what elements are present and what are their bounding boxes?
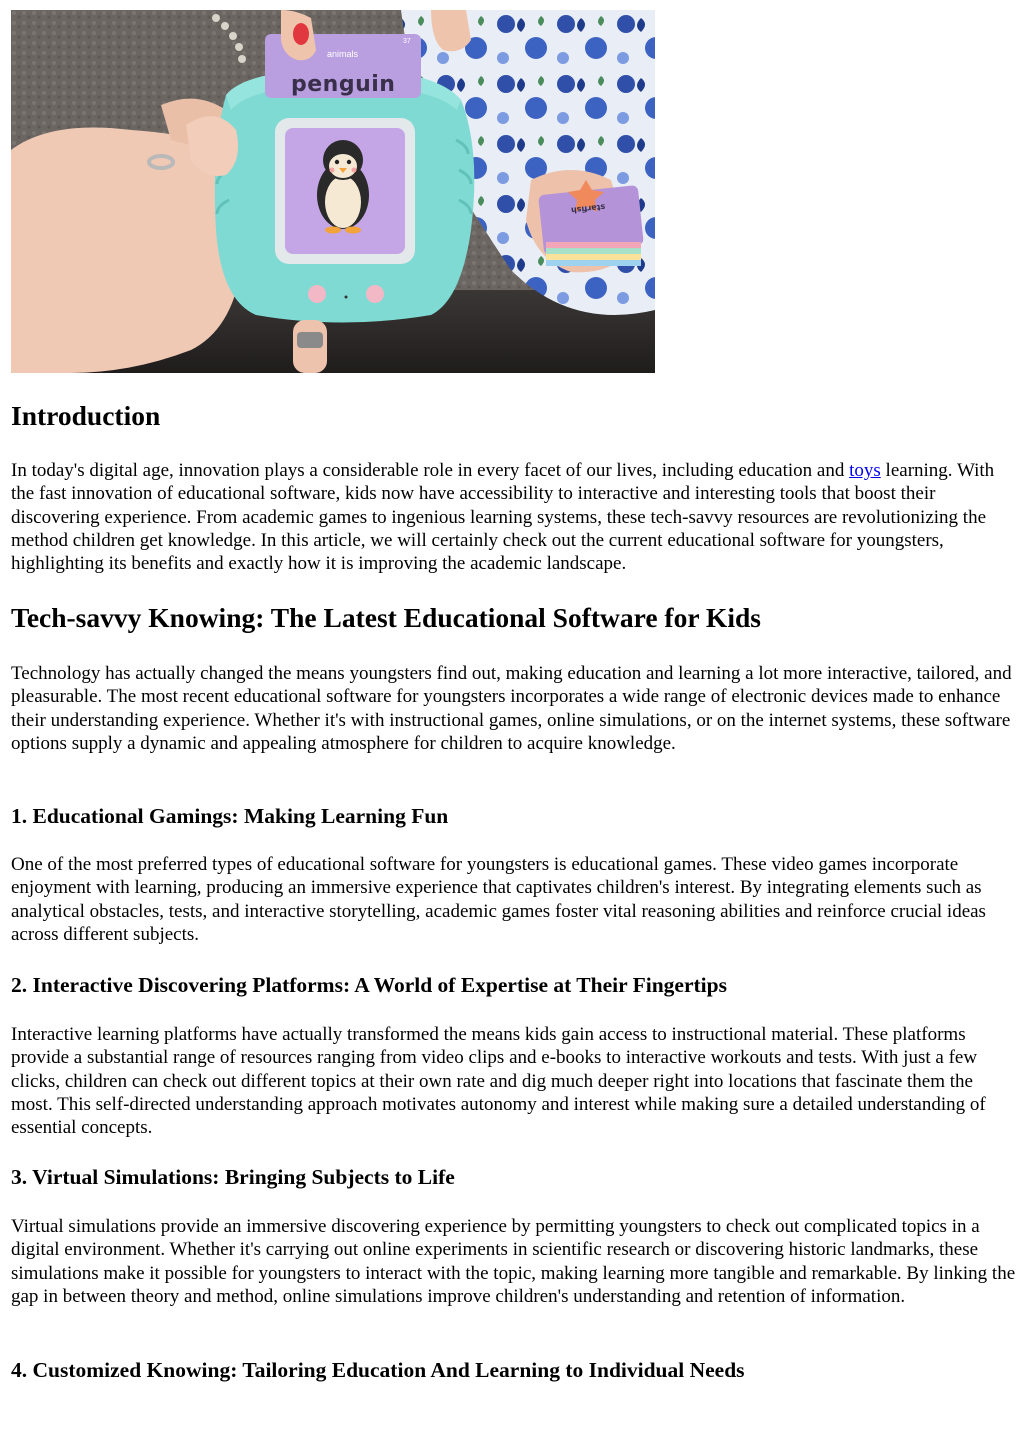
section-heading-customized-knowing: 4. Customized Knowing: Tailoring Education And Learning to Individual Needs [11, 1358, 745, 1382]
tech-paragraph: Technology has actually changed the means youngsters find out, making education and learning a lot more interactive, tailored, and pleasurable. The most recent educational software for youngsters incorporates a wide range of electronic devices made to enhance their understanding experience. Whether it's with instructional games, online simulations, or on the internet systems, these software options supply a dynamic and appealing atmosphere for children to acquire knowledge. [11, 663, 1012, 754]
article [11, 10, 1016, 1382]
card-category-label: animals [327, 49, 359, 59]
flashcard-reader-illustration [11, 10, 655, 373]
hero-photo [11, 10, 655, 373]
intro-paragraph [11, 459, 1017, 575]
card-word-label: penguin [291, 72, 396, 97]
tech-heading: Tech-savvy Knowing: The Latest Educational Software for Kids [11, 602, 761, 633]
section-heading-virtual-simulations: 3. Virtual Simulations: Bringing Subjects to Life [11, 1165, 455, 1189]
section-heading-educational-games: 1. Educational Gamings: Making Learning Fun [11, 804, 449, 828]
section-paragraph-interactive-platforms: Interactive learning platforms have actually transformed the means kids gain access to instructional material. These platforms provide a substantial range of resources ranging from video clips and e-books to interactive workouts and tests. With just a few clicks, children can check out different topics at their own rate and dig much deeper right into locations that fascinate them the most. This self-directed understanding approach motivates autonomy and interest while making sure a detailed understanding of essential concepts. [11, 1024, 986, 1139]
intro-text-after-link: learning. With the fast innovation of educational software, kids now have accessibility to interactive and interesting tools that boost their discovering experience. From academic games to ingenious learning systems, these tech-savvy resources are revolutionizing the method children get knowledge. In this article, we will certainly check out the current educational software for youngsters, highlighting its benefits and exactly how it is improving the academic landscape. [11, 460, 995, 575]
section-heading-interactive-platforms: 2. Interactive Discovering Platforms: A World of Expertise at Their Fingertips [11, 973, 727, 997]
section-paragraph-educational-games: One of the most preferred types of educational software for youngsters is educational games. These video games incorporate enjoyment with learning, producing an immersive experience that captivates children's interest. By integrating elements such as analytical obstacles, tests, and interactive storytelling, academic games foster vital reasoning abilities and reinforce crucial ideas across different subjects. [11, 854, 986, 945]
toys-link[interactable]: toys [849, 460, 881, 481]
intro-heading: Introduction [11, 400, 161, 431]
intro-text-before-link: In today's digital age, innovation plays a considerable role in every facet of our lives, including education and [11, 460, 850, 481]
section-paragraph-virtual-simulations: Virtual simulations provide an immersive discovering experience by permitting youngsters to check out complicated topics in a digital environment. Whether it's carrying out online experiments in scientific research or discovering historic landmarks, these simulations make it possible for youngsters to interact with the topic, making learning more tangible and remarkable. By linking the gap in between theory and method, online simulations improve children's understanding and retention of information. [11, 1216, 1016, 1307]
side-card-word-label: starfish [570, 202, 606, 215]
card-number-label: 37 [403, 38, 411, 45]
